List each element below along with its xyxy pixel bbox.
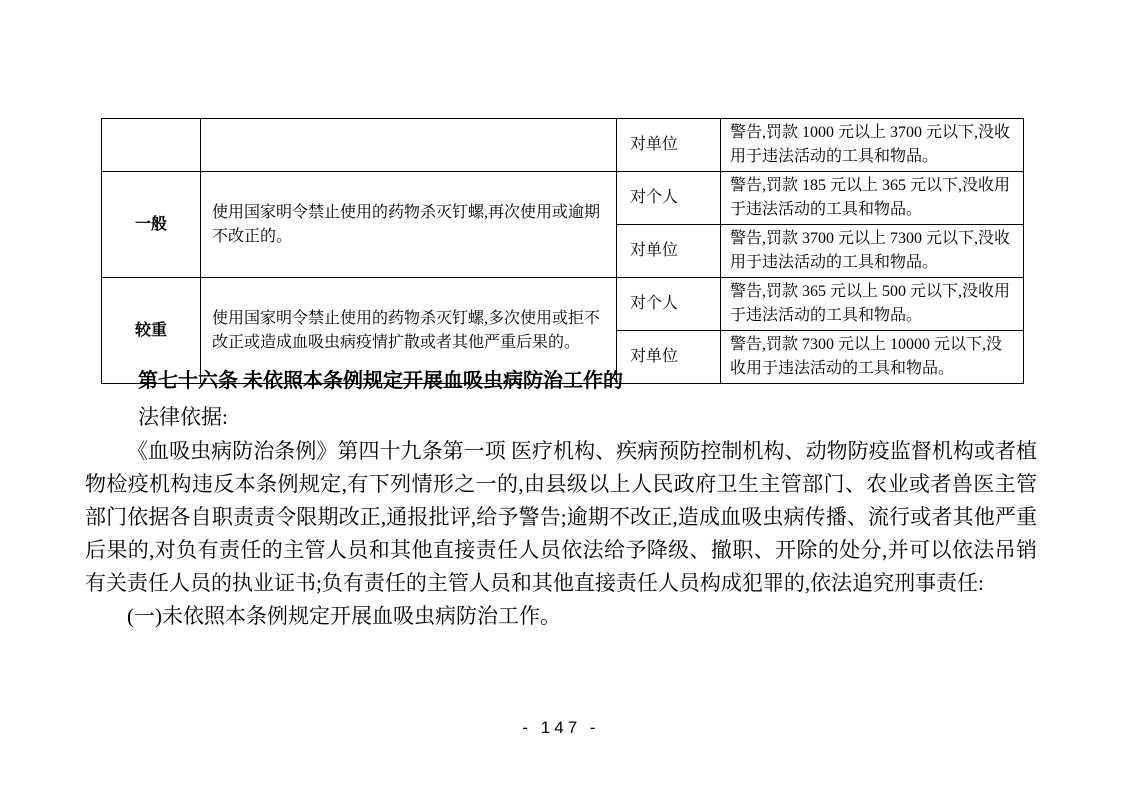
severity-cell: 较重 [102,278,201,384]
table-row [102,119,1024,172]
target-cell: 对个人 [617,278,721,331]
table-row [102,278,1024,331]
penalty-cell: 警告,罚款 185 元以上 365 元以下,没收用于违法活动的工具和物品。 [721,172,1024,225]
penalty-table [101,118,1024,384]
description-cell: 使用国家明令禁止使用的药物杀灭钉螺,多次使用或拒不改正或造成血吸虫病疫情扩散或者其他严重后果的。 [201,278,617,384]
penalty-cell: 警告,罚款 1000 元以上 3700 元以下,没收用于违法活动的工具和物品。 [721,119,1024,172]
legal-basis-label: 法律依据: [138,405,228,429]
target-cell: 对个人 [617,172,721,225]
penalty-cell: 警告,罚款 365 元以上 500 元以下,没收用于违法活动的工具和物品。 [721,278,1024,331]
penalty-cell: 警告,罚款 7300 元以上 10000 元以下,没收用于违法活动的工具和物品。 [721,331,1024,384]
legal-basis-paragraph: 《血吸虫病防治条例》第四十九条第一项 医疗机构、疾病预防控制机构、动物防疫监督机构或者植物检疫机构违反本条例规定,有下列情形之一的,由县级以上人民政府卫生主管部门、农业或者兽医主管部门依据各自职责责令限期改正,通报批评,给予警告;逾期不改正,造成血吸虫病传播、流行或者其他严重后果的,对负有责任的主管人员和其他直接责任人员依法给予降级、撤职、开除的处分,并可以依法吊销有关责任人员的执业证书;负有责任的主管人员和其他直接责任人员构成犯罪的,依法追究刑事责任: [85,439,1037,595]
description-cell: 使用国家明令禁止使用的药物杀灭钉螺,再次使用或逾期不改正的。 [201,172,617,278]
severity-cell [102,119,201,172]
description-cell [201,119,617,172]
target-cell: 对单位 [617,119,721,172]
penalty-cell: 警告,罚款 3700 元以上 7300 元以下,没收用于违法活动的工具和物品。 [721,225,1024,278]
target-cell: 对单位 [617,331,721,384]
article-section [85,368,1037,633]
article-heading: 第七十六条 未依照本条例规定开展血吸虫病防治工作的 [138,370,623,392]
severity-cell: 一般 [102,172,201,278]
table-row [102,172,1024,225]
article-item-1: (一)未依照本条例规定开展血吸虫病防治工作。 [127,604,561,628]
page-number: - 147 - [522,718,600,737]
target-cell: 对单位 [617,225,721,278]
